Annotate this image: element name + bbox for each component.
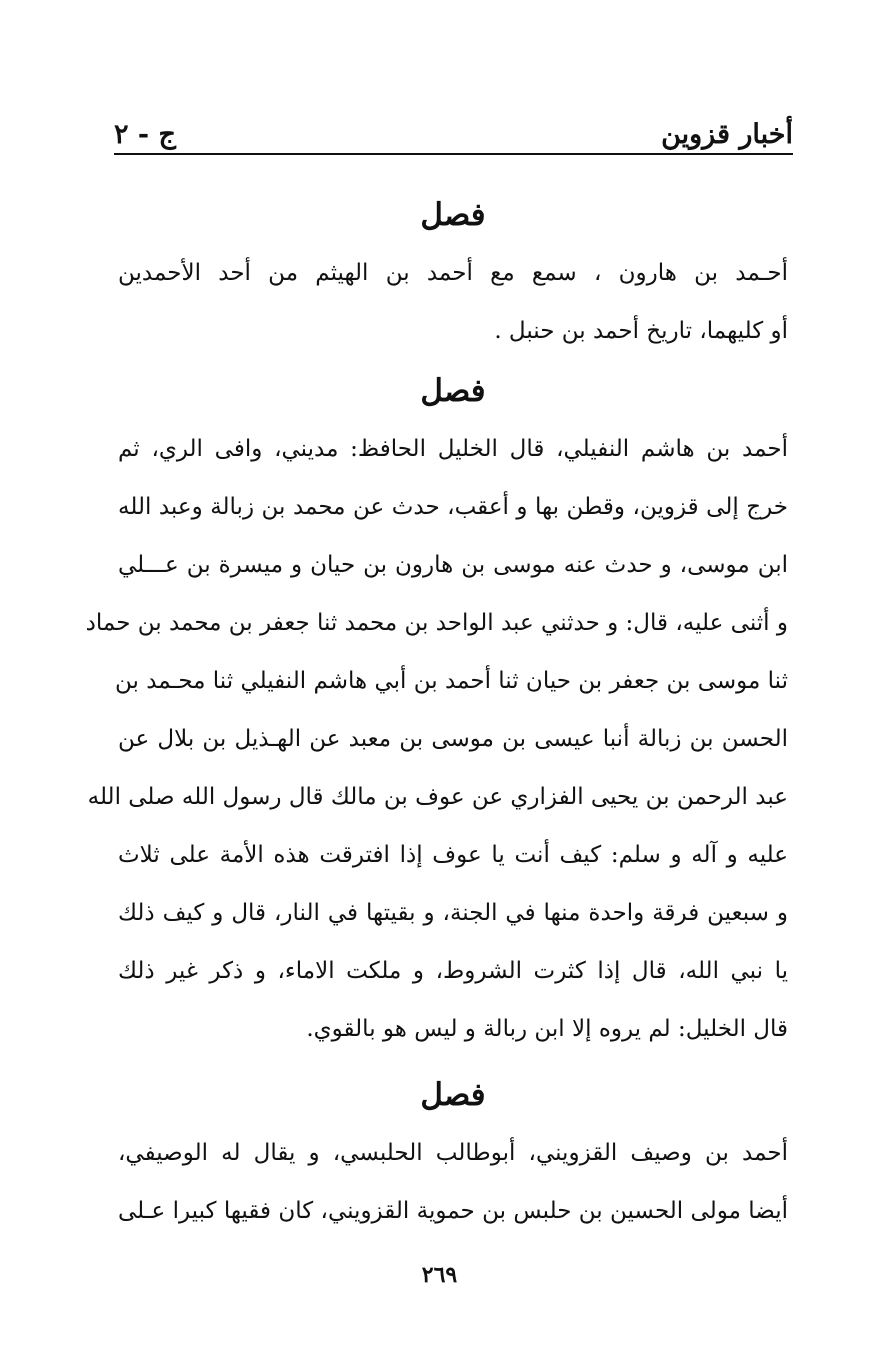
text-line: و سبعين فرقة واحدة منها في الجنة، و بقيتها في النار، قال و كيف ذلك — [118, 900, 788, 926]
page-number: ٢٦٩ — [421, 1262, 458, 1288]
text-line: يا نبي الله، قال إذا كثرت الشروط، و ملكت الاماء، و ذكر غير ذلك — [118, 958, 788, 984]
text-line: عبد الرحمن بن يحيى الفزاري عن عوف بن مالك قال رسول الله صلى الله — [87, 784, 788, 810]
text-line: أحمد بن هاشم النفيلي، قال الخليل الحافظ: مديني، وافى الري، ثم — [118, 436, 788, 462]
text-line: أحمد بن وصيف القزويني، أبوطالب الحلبسي، و يقال له الوصيفي، — [118, 1140, 788, 1166]
text-line: خرج إلى قزوين، وقطن بها و أعقب، حدث عن محمد بن زبالة وعبد الله — [118, 494, 788, 520]
text-line: أحـمد بن هارون ، سمع مع أحمد بن الهيثم من أحد الأحمدين — [118, 260, 788, 286]
text-line: ثنا موسى بن جعفر بن حيان ثنا أحمد بن أبي هاشم النفيلي ثنا محـمد بن — [114, 668, 788, 694]
section-heading: فصل — [420, 373, 486, 409]
text-line: قال الخليل: لم يروه إلا ابن ربالة و ليس هو بالقوي. — [306, 1016, 788, 1042]
text-line: و أثنى عليه، قال: و حدثني عبد الواحد بن محمد ثنا جعفر بن محمد بن حماد — [85, 610, 788, 636]
text-line: الحسن بن زبالة أنبا عيسى بن موسى بن معبد عن الهـذيل بن بلال عن — [118, 726, 788, 752]
header-rule — [114, 153, 793, 155]
page-body — [85, 186, 788, 1240]
running-header — [114, 106, 793, 152]
section-heading: فصل — [420, 197, 486, 233]
text-line: أيضا مولى الحسين بن حلبس بن حموية القزويني، كان فقيها كبيرا عـلى — [118, 1198, 788, 1224]
text-line: عليه و آله و سلم: كيف أنت يا عوف إذا افترقت هذه الأمة على ثلاث — [118, 842, 788, 868]
section-heading: فصل — [420, 1077, 486, 1113]
text-line: أو كليهما، تاريخ أحمد بن حنبل . — [494, 318, 788, 344]
text-line: ابن موسى، و حدث عنه موسى بن هارون بن حيان و ميسرة بن عـــلي — [118, 552, 788, 578]
book-title: أخبار قزوين — [661, 119, 793, 150]
volume-number: ج - ٢ — [114, 119, 176, 150]
